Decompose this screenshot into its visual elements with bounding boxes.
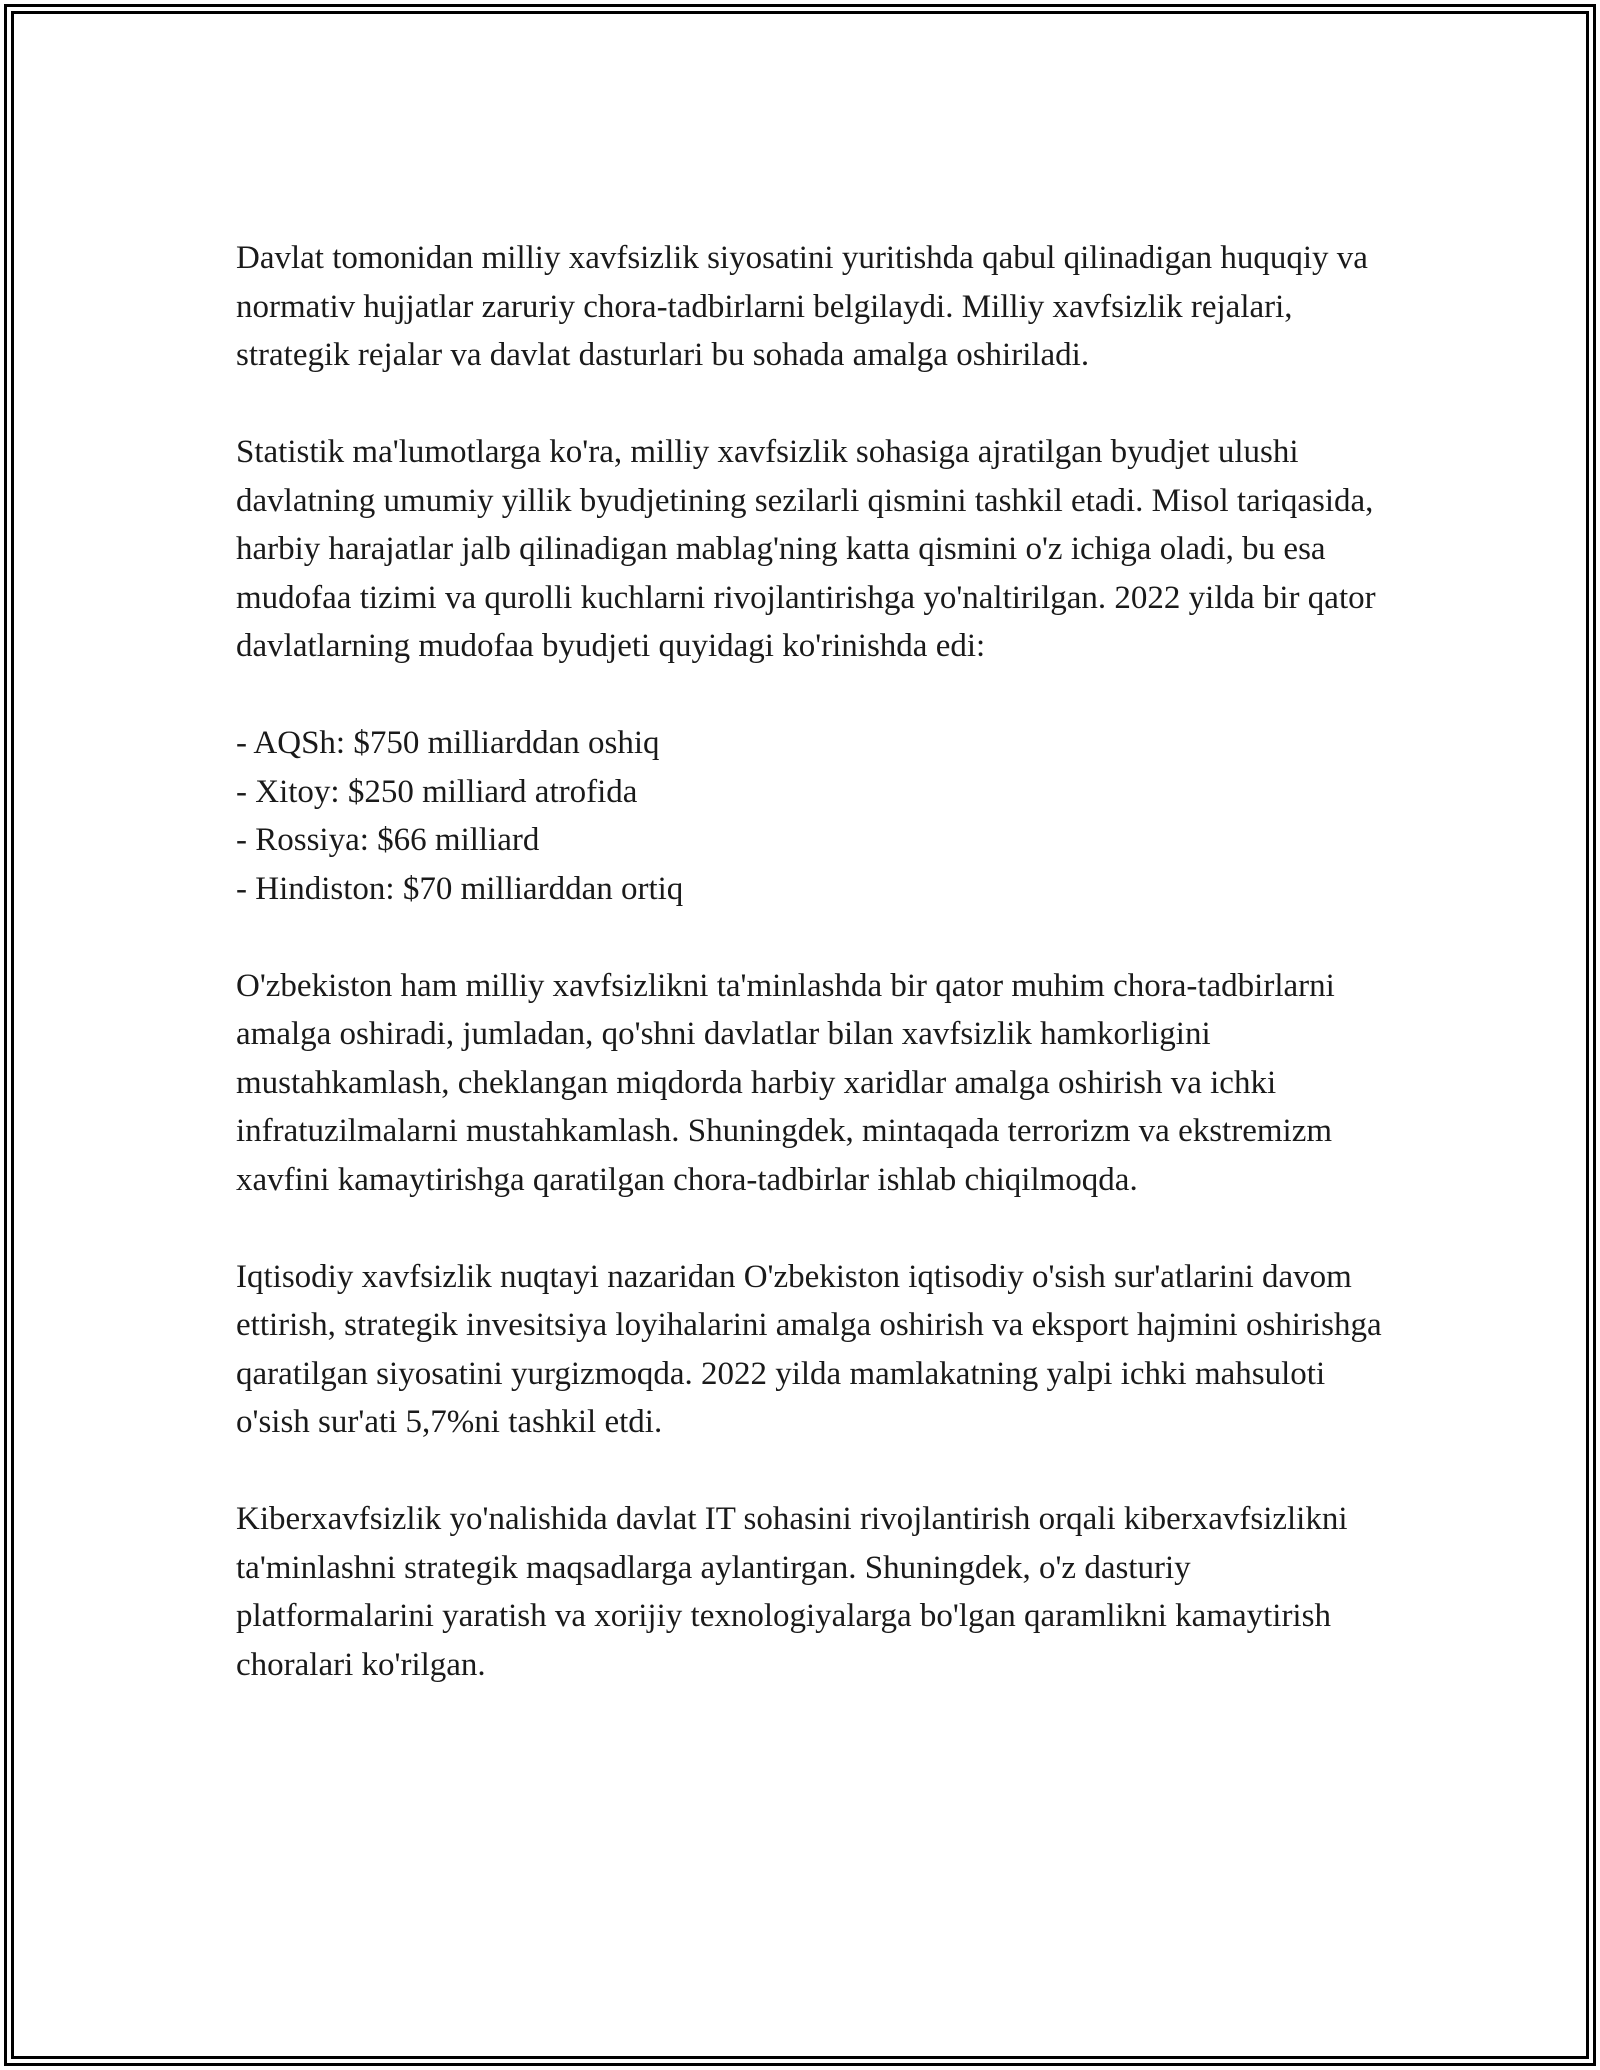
list-item-russia: - Rossiya: $66 milliard (236, 822, 540, 858)
paragraph-budget-statistics: Statistik ma'lumotlarga ko'ra, milliy xavfsizlik sohasiga ajratilgan byudjet ulushi davlatning umumiy yillik byudjetining sezilarli qismini tashkil etadi. Misol tariqasida, harbiy harajatlar jalb qilinadigan mablag'ning katta qismini o'z ichiga oladi, bu esa mudofaa tizimi va qurolli kuchlarni rivojlantirishga yo'naltirilgan. 2022 yilda bir qator davlatlarning mudofaa byudjeti quyidagi ko'rinishda edi: (236, 434, 1376, 664)
paragraph-legal-framework: Davlat tomonidan milliy xavfsizlik siyosatini yuritishda qabul qilinadigan huquqiy va normativ hujjatlar zaruriy chora-tadbirlarni belgilaydi. Milliy xavfsizlik rejalari, strategik rejalar va davlat dasturlari bu sohada amalga oshiriladi. (236, 240, 1368, 373)
defense-budget-list (236, 719, 1386, 913)
document-body (236, 234, 1386, 1738)
list-item-china: - Xitoy: $250 milliard atrofida (236, 773, 638, 810)
paragraph-economic-security: Iqtisodiy xavfsizlik nuqtayi nazaridan O'zbekiston iqtisodiy o'sish sur'atlarini davom ettirish, strategik invesitsiya loyihalarini amalga oshirish va eksport hajmini oshirishga qaratilgan siyosatini yurgizmoqda. 2022 yilda mamlakatning yalpi ichki mahsuloti o'sish sur'ati 5,7%ni tashkil etdi. (236, 1258, 1382, 1440)
paragraph-uzbekistan-measures: O'zbekiston ham milliy xavfsizlikni ta'minlashda bir qator muhim chora-tadbirlarni amalga oshiradi, jumladan, qo'shni davlatlar bilan xavfsizlik hamkorligini mustahkamlash, cheklangan miqdorda harbiy xaridlar amalga oshirish va ichki infratuzilmalarni mustahkamlash. Shuningdek, mintaqada terrorizm va ekstremizm xavfini kamaytirishga qaratilgan chora-tadbirlar ishlab chiqilmoqda. (236, 967, 1335, 1198)
list-item-usa: - AQSh: $750 milliarddan oshiq (236, 725, 660, 761)
list-item-india: - Hindiston: $70 milliarddan ortiq (236, 870, 684, 907)
paragraph-cybersecurity: Kiberxavfsizlik yo'nalishida davlat IT sohasini rivojlantirish orqali kiberxavfsizlikni ta'minlashni strategik maqsadlarga aylantirgan. Shuningdek, o'z dasturiy platformalarini yaratish va xorijiy texnologiyalarga bo'lgan qaramlikni kamaytirish choralari ko'rilgan. (236, 1501, 1348, 1683)
